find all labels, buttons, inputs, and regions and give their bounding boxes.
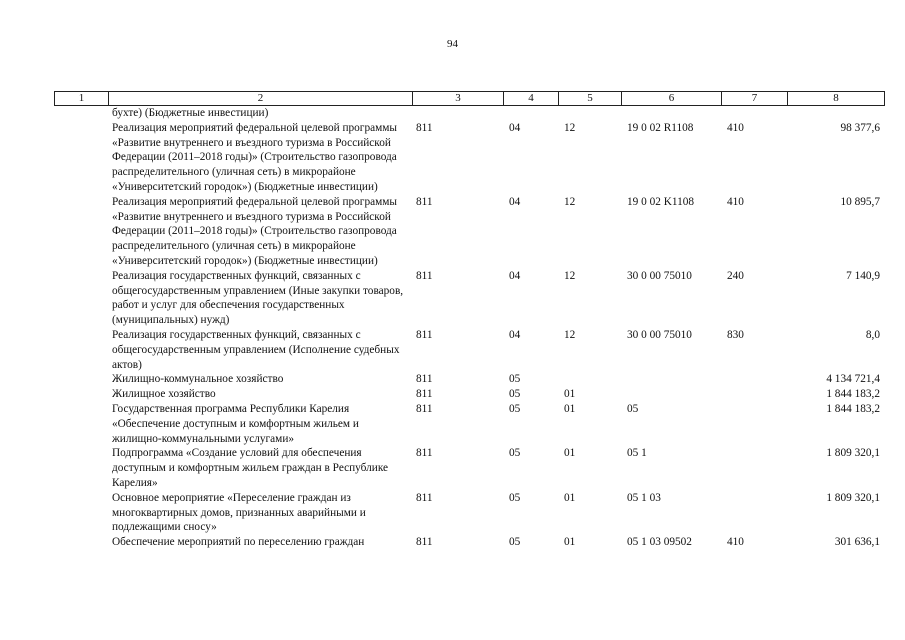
- row-section: 05: [509, 388, 521, 401]
- row-empty-cell: [54, 328, 108, 372]
- row-empty-cell: [54, 372, 108, 387]
- row-expense-type: 830: [727, 328, 744, 341]
- row-empty-cell: [54, 535, 108, 550]
- row-target-article: 19 0 02 K1108: [627, 195, 695, 208]
- row-subsection: 12: [564, 195, 576, 208]
- table-row: [54, 387, 884, 402]
- header-col-6: 6: [622, 92, 722, 106]
- row-target-article: 30 0 00 75010: [627, 269, 692, 282]
- row-amount: 301 636,1: [834, 536, 880, 549]
- row-admin-code: 811: [416, 402, 433, 415]
- header-col-4: 4: [504, 92, 559, 106]
- row-admin-code: 811: [416, 447, 433, 460]
- header-col-1: 1: [55, 92, 109, 106]
- row-amount: [787, 106, 884, 121]
- table-row: [54, 195, 884, 269]
- row-subsection: 01: [564, 491, 576, 504]
- header-col-3: 3: [413, 92, 504, 106]
- row-expense-type: 410: [727, 536, 744, 549]
- row-admin-code: 811: [416, 328, 433, 341]
- row-name: Государственная программа Республики Карелия «Обеспечение доступным и комфортным жильем и жилищно-коммунальными услугами»: [112, 402, 359, 445]
- row-name: бухте) (Бюджетные инвестиции): [112, 107, 269, 119]
- row-name: Жилищное хозяйство: [112, 388, 216, 401]
- row-section: [503, 106, 558, 121]
- budget-table: [54, 106, 884, 550]
- row-name: Обеспечение мероприятий по переселению граждан: [112, 536, 365, 549]
- row-section: 04: [509, 121, 521, 134]
- row-subsection: [558, 372, 621, 387]
- row-amount: 4 134 721,4: [826, 373, 880, 386]
- table-row: [54, 402, 884, 446]
- row-empty-cell: [54, 106, 108, 121]
- row-expense-type: [721, 106, 787, 121]
- row-section: 04: [509, 328, 521, 341]
- row-name: Реализация мероприятий федеральной целевой программы «Развитие внутреннего и въездного туризма в Российской Федерации (2011–2018 годы)» (Строительство газопровода распределительного (уличная сеть) в микрорайоне «Университетский городок») (Бюджетные инвестиции): [112, 121, 397, 193]
- row-section: 04: [509, 195, 521, 208]
- row-name: Реализация государственных функций, связанных с общегосударственным управлением (Исполнение судебных актов): [112, 328, 400, 371]
- row-empty-cell: [54, 387, 108, 402]
- row-admin-code: 811: [416, 373, 433, 386]
- row-expense-type: [721, 446, 787, 490]
- row-admin-code: 811: [416, 491, 433, 504]
- column-number-header: [54, 91, 885, 106]
- row-subsection: 12: [564, 328, 576, 341]
- row-empty-cell: [54, 269, 108, 328]
- row-target-article: [621, 106, 721, 121]
- row-target-article: 05 1 03: [627, 491, 661, 504]
- header-col-7: 7: [722, 92, 788, 106]
- row-empty-cell: [54, 195, 108, 269]
- table-row: [54, 535, 884, 550]
- row-target-article: 05: [627, 402, 639, 415]
- table-row: [54, 121, 884, 195]
- row-admin-code: [412, 106, 503, 121]
- row-target-article: 19 0 02 R1108: [627, 121, 694, 134]
- row-expense-type: 410: [727, 121, 744, 134]
- row-admin-code: 811: [416, 121, 433, 134]
- row-section: 05: [509, 491, 521, 504]
- row-admin-code: 811: [416, 195, 433, 208]
- row-admin-code: 811: [416, 536, 433, 549]
- table-row: [54, 328, 884, 372]
- table-row: [54, 446, 884, 490]
- row-empty-cell: [54, 491, 108, 535]
- row-amount: 8,0: [865, 328, 880, 341]
- row-subsection: 01: [564, 536, 576, 549]
- row-admin-code: 811: [416, 388, 433, 401]
- row-section: 04: [509, 269, 521, 282]
- row-expense-type: [721, 491, 787, 535]
- table-row: [54, 269, 884, 328]
- table-row: [54, 372, 884, 387]
- row-amount: 1 809 320,1: [826, 491, 880, 504]
- row-amount: 7 140,9: [846, 269, 880, 282]
- row-section: 05: [509, 447, 521, 460]
- row-expense-type: 410: [727, 195, 744, 208]
- header-col-5: 5: [559, 92, 622, 106]
- row-admin-code: 811: [416, 269, 433, 282]
- row-expense-type: [721, 402, 787, 446]
- header-col-8: 8: [788, 92, 885, 106]
- row-name: Основное мероприятие «Переселение граждан из многоквартирных домов, признанных аварийными и подлежащими сносу»: [112, 491, 366, 534]
- row-expense-type: [721, 372, 787, 387]
- row-subsection: 12: [564, 121, 576, 134]
- row-name: Реализация мероприятий федеральной целевой программы «Развитие внутреннего и въездного туризма в Российской Федерации (2011–2018 годы)» (Строительство газопровода распределительного (уличная сеть) в микрорайоне «Университетский городок») (Бюджетные инвестиции): [112, 195, 397, 267]
- table-row: [54, 491, 884, 535]
- page-number: 94: [447, 38, 458, 50]
- row-target-article: 30 0 00 75010: [627, 328, 692, 341]
- row-name: Реализация государственных функций, связанных с общегосударственным управлением (Иные закупки товаров, работ и услуг для обеспечения государственных (муниципальных) нужд): [112, 269, 404, 327]
- row-amount: 98 377,6: [840, 121, 880, 134]
- row-amount: 1 844 183,2: [826, 388, 880, 401]
- row-target-article: [621, 372, 721, 387]
- row-section: 05: [509, 402, 521, 415]
- row-amount: 1 809 320,1: [826, 447, 880, 460]
- row-subsection: 01: [564, 402, 576, 415]
- row-target-article: [621, 387, 721, 402]
- row-subsection: 01: [564, 447, 576, 460]
- row-amount: 1 844 183,2: [826, 402, 880, 415]
- row-section: 05: [509, 373, 521, 386]
- row-empty-cell: [54, 402, 108, 446]
- row-amount: 10 895,7: [840, 195, 880, 208]
- row-name: Жилищно-коммунальное хозяйство: [112, 373, 284, 386]
- row-empty-cell: [54, 446, 108, 490]
- row-expense-type: 240: [727, 269, 744, 282]
- row-empty-cell: [54, 121, 108, 195]
- row-target-article: 05 1 03 09502: [627, 536, 692, 549]
- row-subsection: [558, 106, 621, 121]
- header-col-2: 2: [109, 92, 413, 106]
- row-name: Подпрограмма «Создание условий для обеспечения доступным и комфортным жильем граждан в Республике Карелия»: [112, 447, 389, 489]
- row-expense-type: [721, 387, 787, 402]
- row-section: 05: [509, 536, 521, 549]
- row-subsection: 12: [564, 269, 576, 282]
- table-row: [54, 106, 884, 121]
- row-target-article: 05 1: [627, 447, 647, 460]
- row-subsection: 01: [564, 388, 576, 401]
